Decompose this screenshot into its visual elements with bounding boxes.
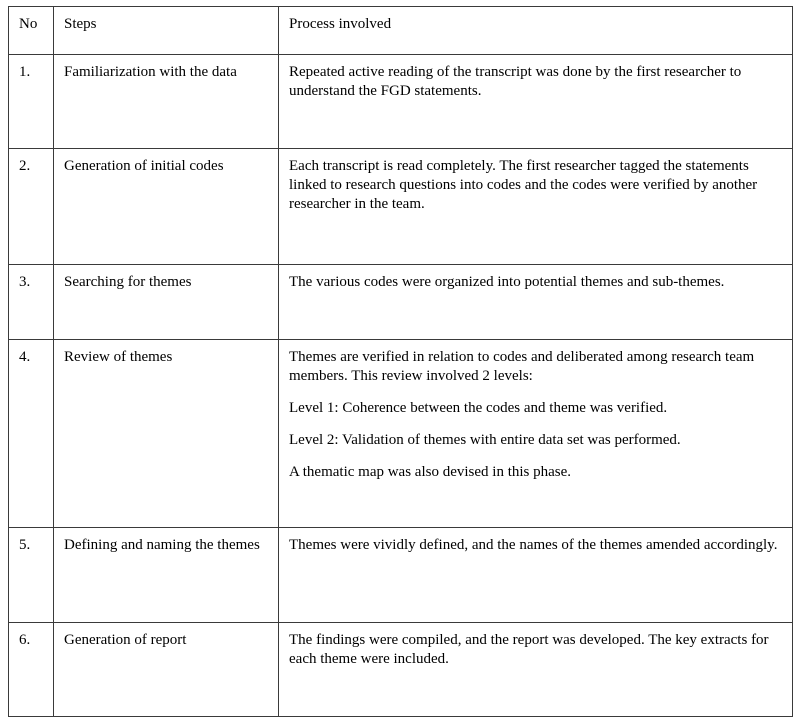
- cell-no: 3.: [9, 265, 54, 340]
- cell-step: Defining and naming the themes: [54, 528, 279, 623]
- cell-no: 6.: [9, 623, 54, 717]
- cell-step: Familiarization with the data: [54, 55, 279, 149]
- process-paragraph: The findings were compiled, and the report was developed. The key extracts for each theme were included.: [289, 632, 769, 667]
- table-body: [9, 55, 793, 717]
- cell-process: [279, 528, 793, 623]
- table-row: [9, 55, 793, 149]
- table-header-row: [9, 7, 793, 55]
- thematic-analysis-table: [8, 6, 793, 717]
- process-paragraph-thematic-map: A thematic map was also devised in this phase.: [289, 464, 572, 480]
- table-header: [9, 7, 793, 55]
- process-paragraph-level-1: Level 1: Coherence between the codes and theme was verified.: [289, 400, 668, 416]
- table-row: [9, 623, 793, 717]
- cell-process: [279, 149, 793, 265]
- process-paragraph: Repeated active reading of the transcript was done by the first researcher to understand the FGD statements.: [289, 64, 742, 99]
- process-paragraph: Themes are verified in relation to codes and deliberated among research team members. This review involved 2 levels:: [289, 349, 755, 384]
- cell-no: 2.: [9, 149, 54, 265]
- column-header-process: Process involved: [279, 7, 793, 55]
- cell-process: [279, 265, 793, 340]
- process-paragraph-level-2: Level 2: Validation of themes with entire data set was performed.: [289, 432, 681, 448]
- table-row: [9, 265, 793, 340]
- cell-process: [279, 623, 793, 717]
- cell-no: 5.: [9, 528, 54, 623]
- table-row: [9, 149, 793, 265]
- process-paragraph: Themes were vividly defined, and the names of the themes amended accordingly.: [289, 537, 778, 553]
- cell-no: 1.: [9, 55, 54, 149]
- cell-step: Searching for themes: [54, 265, 279, 340]
- cell-process: [279, 55, 793, 149]
- process-paragraph: The various codes were organized into potential themes and sub-themes.: [289, 274, 725, 290]
- cell-step: Generation of initial codes: [54, 149, 279, 265]
- column-header-steps: Steps: [54, 7, 279, 55]
- cell-step: Generation of report: [54, 623, 279, 717]
- table-row: [9, 340, 793, 528]
- column-header-no: No: [9, 7, 54, 55]
- cell-step: Review of themes: [54, 340, 279, 528]
- cell-process: [279, 340, 793, 528]
- table-row: [9, 528, 793, 623]
- process-paragraph: Each transcript is read completely. The first researcher tagged the statements linked to research questions into codes and the codes were verified by another researcher in the team.: [289, 158, 758, 212]
- cell-no: 4.: [9, 340, 54, 528]
